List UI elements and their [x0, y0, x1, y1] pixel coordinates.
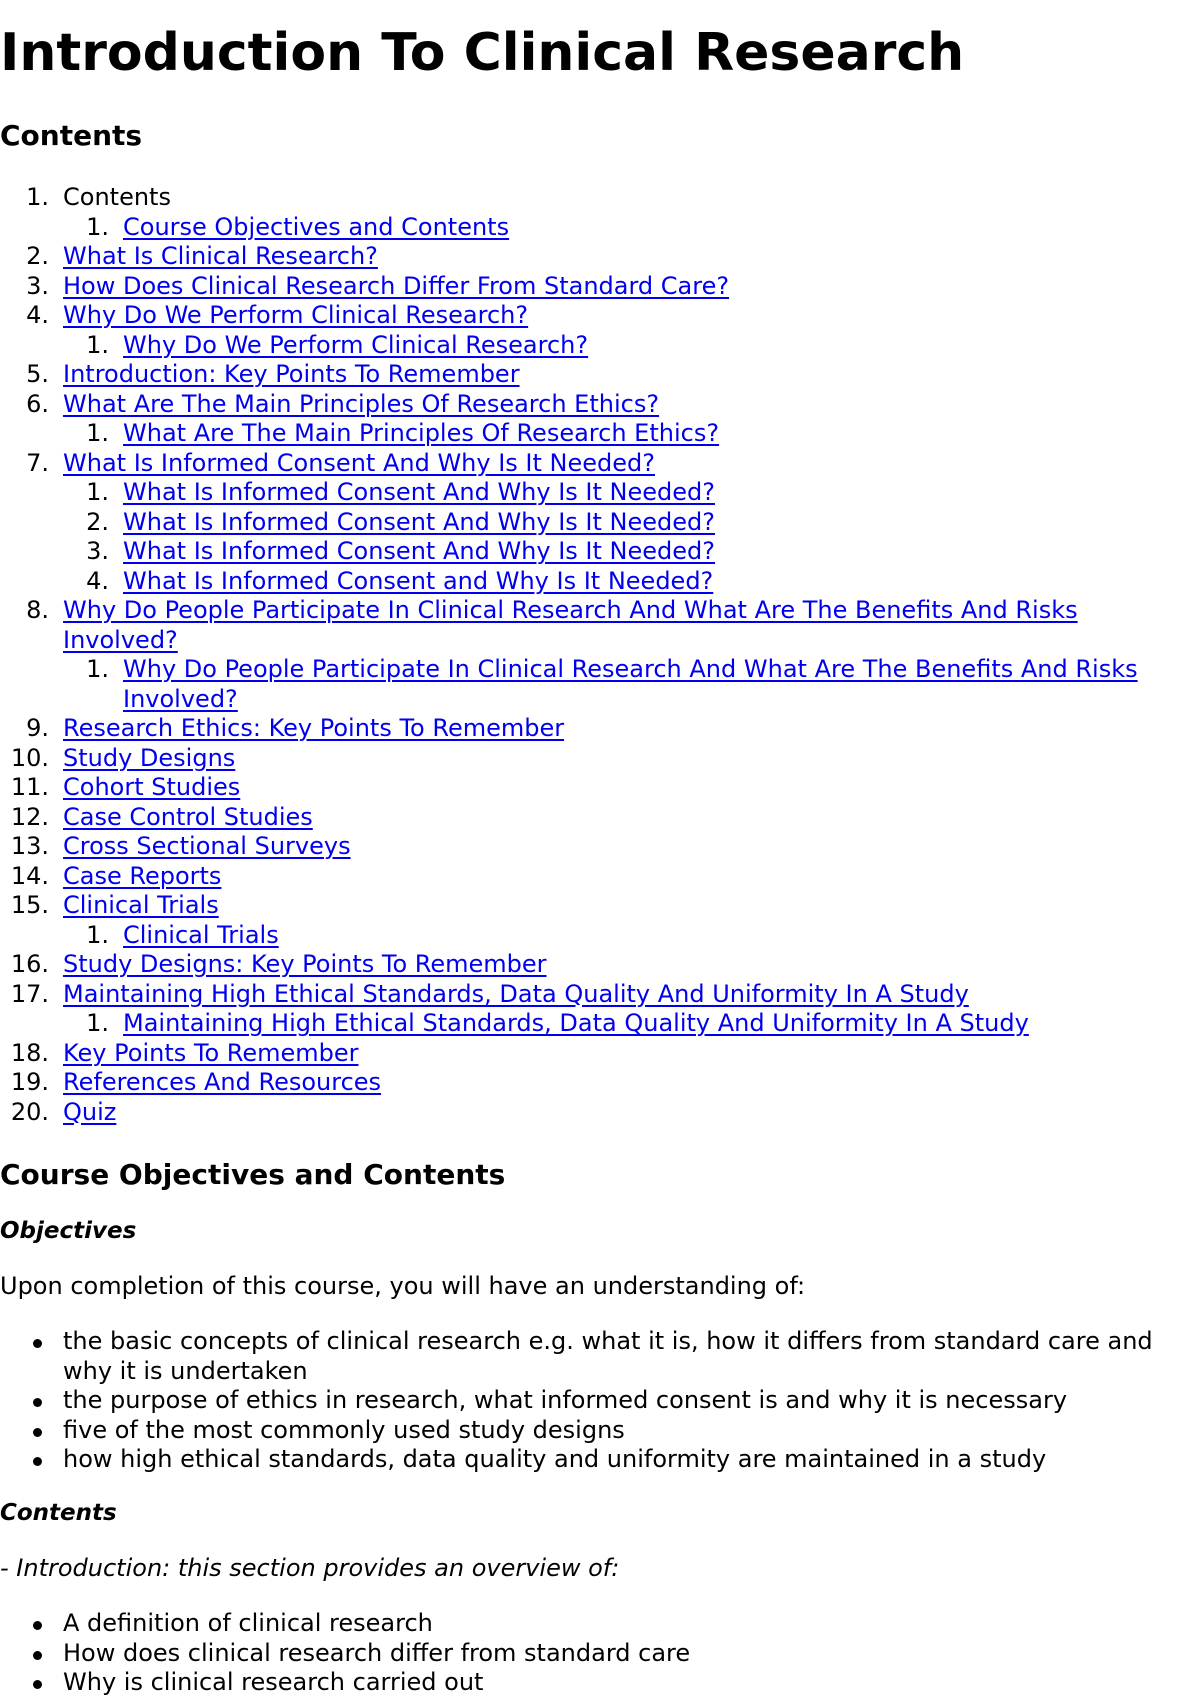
- toc-item: [0, 272, 1200, 302]
- list-item: [0, 1668, 1200, 1698]
- toc-item: [0, 803, 1200, 833]
- toc-link[interactable]: Study Designs: Key Points To Remember: [63, 950, 547, 978]
- objectives-intro: Upon completion of this course, you will have an understanding of:: [0, 1272, 806, 1300]
- toc-link[interactable]: Case Reports: [63, 861, 222, 890]
- toc-link[interactable]: Study Designs: [63, 743, 236, 772]
- toc-link[interactable]: Introduction: Key Points To Remember: [63, 360, 520, 388]
- toc-item: [0, 714, 1200, 744]
- bullet-icon: [33, 1621, 42, 1630]
- toc-sublink[interactable]: What Are The Main Principles Of Research Ethics?: [123, 419, 720, 447]
- toc-subitem-number: 3.: [86, 537, 109, 565]
- contents-subheading: Contents: [0, 1500, 117, 1526]
- table-of-contents: [0, 183, 1200, 1127]
- toc-subitem: [0, 331, 1200, 361]
- list-item: [0, 1609, 1200, 1639]
- toc-item: [0, 980, 1200, 1010]
- toc-link[interactable]: Cross Sectional Surveys: [63, 832, 351, 860]
- toc-item: [0, 744, 1200, 774]
- toc-link[interactable]: Why Do People Participate In Clinical Research And What Are The Benefits And Risks Involved?: [63, 596, 1078, 654]
- list-item-text: how high ethical standards, data quality and uniformity are maintained in a study: [63, 1445, 1047, 1473]
- toc-subitem: [0, 478, 1200, 508]
- introduction-list: [0, 1609, 1200, 1698]
- toc-subitem: [0, 537, 1200, 567]
- toc-sublink[interactable]: Why Do People Participate In Clinical Research And What Are The Benefits And Risks Involved?: [123, 655, 1138, 713]
- bullet-icon: [33, 1680, 42, 1689]
- toc-subitem-number: 1.: [86, 419, 109, 447]
- toc-link[interactable]: What Is Clinical Research?: [63, 242, 378, 270]
- toc-item-number: 18.: [10, 1038, 49, 1067]
- toc-link[interactable]: Why Do We Perform Clinical Research?: [63, 301, 529, 329]
- toc-subitem-number: 1.: [86, 655, 109, 683]
- toc-sublink[interactable]: What Is Informed Consent and Why Is It Needed?: [123, 566, 714, 595]
- toc-item-number: 6.: [26, 389, 49, 418]
- toc-sublink[interactable]: Maintaining High Ethical Standards, Data Quality And Uniformity In A Study: [123, 1009, 1029, 1037]
- list-item: [0, 1639, 1200, 1669]
- toc-link[interactable]: Key Points To Remember: [63, 1038, 359, 1067]
- toc-subitem: [0, 419, 1200, 449]
- toc-item: [0, 950, 1200, 980]
- toc-item-number: 19.: [10, 1068, 49, 1096]
- toc-subitem-number: 1.: [86, 1009, 109, 1037]
- bullet-icon: [33, 1398, 42, 1407]
- contents-heading: Contents: [0, 119, 143, 152]
- toc-item-number: 16.: [10, 950, 49, 978]
- toc-subitem: [0, 567, 1200, 597]
- toc-item-number: 11.: [10, 773, 49, 801]
- objectives-list: [0, 1327, 1200, 1475]
- toc-subitem-number: 4.: [86, 566, 109, 595]
- toc-sublink[interactable]: What Is Informed Consent And Why Is It Needed?: [123, 507, 715, 536]
- bullet-icon: [33, 1457, 42, 1466]
- toc-item-number: 14.: [10, 861, 49, 890]
- list-item-text: the purpose of ethics in research, what informed consent is and why it is necessary: [63, 1386, 1068, 1414]
- toc-item: [0, 862, 1200, 892]
- bullet-icon: [33, 1428, 42, 1437]
- toc-item-number: 8.: [26, 596, 49, 624]
- toc-subitem-number: 1.: [86, 920, 109, 949]
- toc-subitem-number: 1.: [86, 212, 109, 241]
- toc-item-number: 3.: [26, 271, 49, 300]
- list-item-text: How does clinical research differ from standard care: [63, 1638, 691, 1667]
- toc-sublink[interactable]: What Is Informed Consent And Why Is It Needed?: [123, 537, 715, 565]
- toc-item-number: 1.: [26, 183, 49, 211]
- toc-item: [0, 360, 1200, 390]
- toc-subitem: [0, 213, 1200, 243]
- toc-item: [0, 1068, 1200, 1098]
- list-item: [0, 1416, 1200, 1446]
- toc-item: [0, 832, 1200, 862]
- toc-link[interactable]: Clinical Trials: [63, 891, 219, 919]
- toc-subitem: [0, 655, 1200, 714]
- toc-link[interactable]: How Does Clinical Research Differ From Standard Care?: [63, 271, 730, 300]
- toc-subitem-number: 1.: [86, 330, 109, 359]
- toc-item: [0, 773, 1200, 803]
- toc-link[interactable]: References And Resources: [63, 1068, 382, 1096]
- toc-item-number: 20.: [10, 1097, 49, 1126]
- page-title: Introduction To Clinical Research: [0, 23, 965, 83]
- toc-item-number: 4.: [26, 301, 49, 329]
- toc-link[interactable]: Maintaining High Ethical Standards, Data Quality And Uniformity In A Study: [63, 979, 969, 1008]
- toc-link[interactable]: Cohort Studies: [63, 773, 241, 801]
- toc-sublink[interactable]: Why Do We Perform Clinical Research?: [123, 330, 589, 359]
- objectives-heading: Objectives: [0, 1218, 137, 1244]
- bullet-icon: [33, 1651, 42, 1660]
- toc-item: [0, 390, 1200, 420]
- list-item-text: Why is clinical research carried out: [63, 1668, 484, 1696]
- toc-item-number: 9.: [26, 714, 49, 742]
- toc-item: [0, 1098, 1200, 1128]
- list-item: [0, 1386, 1200, 1416]
- toc-link[interactable]: Quiz: [63, 1097, 117, 1126]
- toc-subitem: [0, 508, 1200, 538]
- toc-subitem: [0, 921, 1200, 951]
- toc-item: [0, 891, 1200, 921]
- toc-item-label: Contents: [63, 183, 171, 211]
- toc-item-number: 5.: [26, 360, 49, 388]
- toc-item-number: 12.: [10, 802, 49, 831]
- toc-item: [0, 183, 1200, 213]
- list-item-text: five of the most commonly used study designs: [63, 1415, 625, 1444]
- introduction-line: - Introduction: this section provides an overview of:: [0, 1554, 620, 1582]
- toc-item: [0, 449, 1200, 479]
- toc-subitem: [0, 1009, 1200, 1039]
- toc-item-number: 10.: [10, 743, 49, 772]
- toc-link[interactable]: Case Control Studies: [63, 802, 313, 831]
- toc-subitem-number: 1.: [86, 478, 109, 506]
- toc-item: [0, 1039, 1200, 1069]
- toc-item: [0, 301, 1200, 331]
- toc-item-number: 7.: [26, 448, 49, 477]
- list-item-text: the basic concepts of clinical research e.g. what it is, how it differs from standard care and why it is undertaken: [63, 1327, 1153, 1385]
- list-item-text: A definition of clinical research: [63, 1609, 433, 1637]
- toc-item-number: 2.: [26, 242, 49, 270]
- toc-subitem-number: 2.: [86, 507, 109, 536]
- toc-item-number: 13.: [10, 832, 49, 860]
- toc-item-number: 17.: [10, 979, 49, 1008]
- toc-item: [0, 242, 1200, 272]
- toc-item-number: 15.: [10, 891, 49, 919]
- course-objectives-heading: Course Objectives and Contents: [0, 1158, 506, 1191]
- toc-sublink[interactable]: Course Objectives and Contents: [123, 212, 510, 241]
- list-item: [0, 1445, 1200, 1475]
- toc-item: [0, 596, 1200, 655]
- toc-link[interactable]: What Is Informed Consent And Why Is It Needed?: [63, 448, 655, 477]
- toc-sublink[interactable]: What Is Informed Consent And Why Is It Needed?: [123, 478, 715, 506]
- toc-sublink[interactable]: Clinical Trials: [123, 920, 279, 949]
- list-item: [0, 1327, 1200, 1386]
- bullet-icon: [33, 1339, 42, 1348]
- toc-link[interactable]: What Are The Main Principles Of Research Ethics?: [63, 389, 660, 418]
- toc-link[interactable]: Research Ethics: Key Points To Remember: [63, 714, 565, 742]
